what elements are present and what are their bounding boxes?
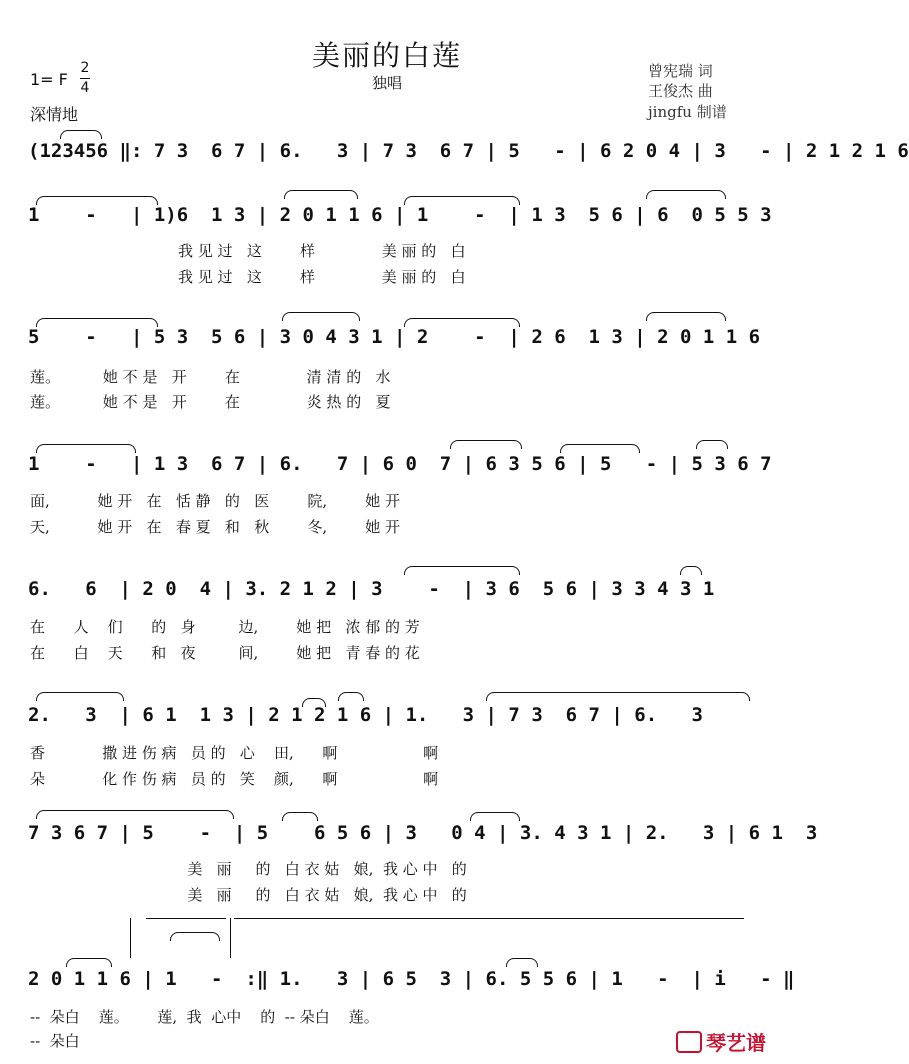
lyric-line-7b: 美 丽 的 白 衣 姑 娘, 我 心 中 的 — [30, 886, 467, 904]
song-subtitle: 独唱 — [372, 74, 403, 92]
slur-arc — [282, 312, 360, 321]
time-sig-bar — [80, 78, 90, 79]
slur-arc — [696, 440, 728, 449]
music-line-4: 1 - | 1 3 6 7 | 6. 7 | 6 0 7 | 6 3 5 6 | 5 - | 5 3 6 7 — [28, 453, 772, 475]
logo-text: 琴艺谱 — [706, 1031, 766, 1055]
lyric-line-8a: -- 朵白 莲。 莲, 我 心中 的 -- 朵白 莲。 — [30, 1008, 379, 1026]
slur-arc — [282, 812, 318, 821]
lyric-line-8b: -- 朵白 — [30, 1032, 80, 1050]
slur-arc — [506, 958, 538, 967]
slur-arc — [680, 566, 702, 575]
slur-arc — [284, 190, 358, 199]
tie-arc — [404, 566, 520, 575]
lyric-line-7a: 美 丽 的 白 衣 姑 娘, 我 心 中 的 — [30, 860, 467, 878]
volta-line — [146, 918, 226, 919]
slur-arc — [470, 812, 520, 821]
tie-arc — [36, 810, 234, 819]
volta-line — [234, 918, 744, 919]
time-signature — [80, 60, 90, 97]
slur-arc — [450, 440, 522, 449]
lyric-line-4b: 天, 她 开 在 春 夏 和 秋 冬, 她 开 — [30, 518, 401, 536]
lyric-line-4a: 面, 她 开 在 恬 静 的 医 院, 她 开 — [30, 492, 401, 510]
tie-arc — [36, 692, 124, 701]
tuplet-arc — [60, 130, 102, 139]
notation-credit: jingfu 制谱 — [648, 103, 727, 121]
expression-mark: 深情地 — [30, 105, 79, 124]
site-logo — [676, 1027, 766, 1056]
lyricist-credit: 曾宪瑞 词 — [648, 62, 713, 80]
slur-arc — [338, 692, 364, 701]
composer-credit: 王俊杰 曲 — [648, 82, 713, 100]
tie-arc — [560, 444, 640, 453]
logo-icon — [676, 1031, 702, 1053]
volta-bracket-1 — [130, 918, 131, 958]
music-line-8: 2 0 1 1 6 | 1 - :‖ 1. 3 | 6 5 3 | 6. 5 5 6 | 1 - | i - ‖ — [28, 968, 795, 990]
lyric-line-3b: 莲。 她 不 是 开 在 炎 热 的 夏 — [30, 393, 391, 411]
lyric-line-6a: 香 撒 进 伤 病 员 的 心 田, 啊 啊 — [30, 744, 439, 762]
lyric-line-2b: 我 见 过 这 样 美 丽 的 白 — [178, 268, 466, 286]
lyric-line-5b: 在 白 天 和 夜 间, 她 把 青 春 的 花 — [30, 644, 420, 662]
lyric-line-3a: 莲。 她 不 是 开 在 清 清 的 水 — [30, 368, 391, 386]
time-sig-bottom: 4 — [80, 80, 90, 96]
tie-arc — [36, 444, 136, 453]
lyric-line-5a: 在 人 们 的 身 边, 她 把 浓 郁 的 芳 — [30, 618, 420, 636]
key-signature: 1= F — [30, 70, 68, 89]
music-line-6: 2. 3 | 6 1 1 3 | 2 1 2 1 6 | 1. 3 | 7 3 6 7 | 6. 3 — [28, 704, 703, 726]
music-line-5: 6. 6 | 2 0 4 | 3. 2 1 2 | 3 - | 3 6 5 6 | 3 3 4 3 1 — [28, 578, 715, 600]
volta-bracket-2 — [230, 918, 231, 958]
music-line-2: 1 - | 1)6 1 3 | 2 0 1 1 6 | 1 - | 1 3 5 6 | 6 0 5 5 3 — [28, 204, 772, 226]
slur-arc — [66, 958, 112, 967]
music-line-7: 7 3 6 7 | 5 - | 5 6 5 6 | 3 0 4 | 3. 4 3 1 | 2. 3 | 6 1 3 — [28, 822, 818, 844]
music-line-1: (123456 ‖: 7 3 6 7 | 6. 3 | 7 3 6 7 | 5 - | 6 2 0 4 | 3 - | 2 1 2 1 6 — [28, 140, 909, 162]
slur-arc — [646, 190, 726, 199]
song-title: 美丽的白莲 — [312, 39, 463, 72]
lyric-line-2a: 我 见 过 这 样 美 丽 的 白 — [178, 242, 466, 260]
time-sig-top: 2 — [80, 60, 90, 76]
lyric-line-6b: 朵 化 作 伤 病 员 的 笑 颜, 啊 啊 — [30, 770, 439, 788]
tie-arc — [486, 692, 750, 701]
tuplet-arc — [170, 932, 220, 941]
slur-arc — [646, 312, 726, 321]
music-line-3: 5 - | 5 3 5 6 | 3 0 4 3 1 | 2 - | 2 6 1 3 | 2 0 1 1 6 — [28, 326, 761, 348]
